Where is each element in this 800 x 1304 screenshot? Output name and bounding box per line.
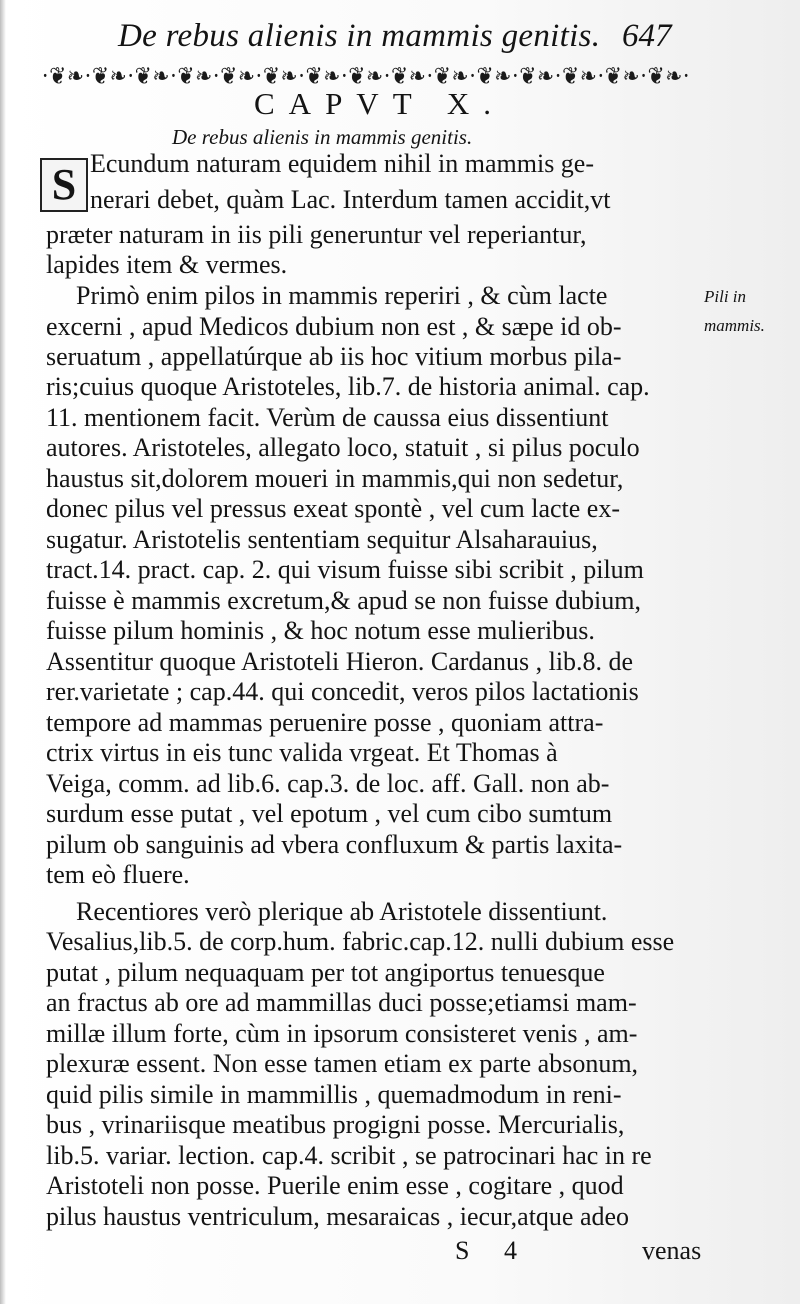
text-line: nerari debet, quàm Lac. Interdum tamen accidit,vt xyxy=(90,185,611,214)
text-line: autores. Aristoteles, allegato loco, statuit , si pilus poculo xyxy=(46,433,640,462)
text-line: putat , pilum nequaquam per tot angiportus tenuesque xyxy=(46,958,605,987)
text-line: ris;cuius quoque Aristoteles, lib.7. de historia animal. cap. xyxy=(46,372,650,401)
text-line: donec pilus vel pressus exeat spontè , vel cum lacte ex- xyxy=(46,494,620,523)
text-line: plexuræ essent. Non esse tamen etiam ex parte absonum, xyxy=(46,1049,639,1078)
text-line: millæ illum forte, cùm in ipsorum consisteret venis , am- xyxy=(46,1019,638,1048)
ornamental-border: ·❦❧·❦❧·❦❧·❦❧·❦❧·❦❧·❦❧·❦❧·❦❧·❦❧·❦❧·❦❧·❦❧·❦❧·❦❧· xyxy=(42,62,691,90)
spine-shadow xyxy=(0,0,6,1304)
text-line: Recentiores verò plerique ab Aristotele dissentiunt. xyxy=(76,897,608,926)
text-line: tract.14. pract. cap. 2. qui visum fuisse sibi scribit , pilum xyxy=(46,555,644,584)
text-line: haustus sit,dolorem moueri in mammis,qui non sedetur, xyxy=(46,464,624,493)
chapter-subtitle: De rebus alienis in mammis genitis. xyxy=(172,125,473,149)
margin-note: mammis. xyxy=(704,316,765,335)
text-line: an fractus ab ore ad mammillas duci posse;etiamsi mam- xyxy=(46,988,637,1017)
text-line: bus , vrinariisque meatibus progigni posse. Mercurialis, xyxy=(46,1110,625,1139)
text-line: seruatum , appellatúrque ab iis hoc vitium morbus pila- xyxy=(46,342,622,371)
text-line: Ecundum naturam equidem nihil in mammis ge- xyxy=(90,149,595,178)
signature-mark: S 4 xyxy=(455,1236,531,1265)
text-line: 11. mentionem facit. Verùm de caussa eius dissentiunt xyxy=(46,403,609,432)
text-line: surdum esse putat , vel epotum , vel cum cibo sumtum xyxy=(46,799,613,828)
margin-note: Pili in xyxy=(704,287,747,306)
text-line: tem eò fluere. xyxy=(46,860,190,889)
initial-letter: S xyxy=(51,160,77,209)
text-line: Primò enim pilos in mammis reperiri , & cùm lacte xyxy=(76,281,608,310)
catchword: venas xyxy=(642,1236,702,1265)
text-line: Vesalius,lib.5. de corp.hum. fabric.cap.12. nulli dubium esse xyxy=(46,927,675,956)
decorated-initial xyxy=(40,158,88,212)
text-line: sugatur. Aristotelis sententiam sequitur Alsaharauius, xyxy=(46,525,598,554)
text-line: tempore ad mammas peruenire posse , quoniam attra- xyxy=(46,708,604,737)
text-line: Assentitur quoque Aristoteli Hieron. Cardanus , lib.8. de xyxy=(46,647,634,676)
text-line: lib.5. variar. lection. cap.4. scribit , se patrocinari hac in re xyxy=(46,1141,652,1170)
page-number: 647 xyxy=(622,18,672,54)
text-line: excerni , apud Medicos dubium non est , & sæpe id ob- xyxy=(46,312,622,341)
text-line: præter naturam in iis pili generuntur vel reperiantur, xyxy=(46,220,587,249)
chapter-title: CAPVT X. xyxy=(254,86,505,121)
text-line: quid pilis simile in mammillis , quemadmodum in reni- xyxy=(46,1080,622,1109)
text-line: fuisse pilum hominis , & hoc notum esse mulieribus. xyxy=(46,616,595,645)
text-line: fuisse è mammis excretum,& apud se non fuisse dubium, xyxy=(46,586,642,615)
running-head: De rebus alienis in mammis genitis. xyxy=(118,18,601,54)
text-line: rer.varietate ; cap.44. qui concedit, veros pilos lactationis xyxy=(46,677,639,706)
text-line: ctrix virtus in eis tunc valida vrgeat. Et Thomas à xyxy=(46,738,558,767)
text-line: lapides item & vermes. xyxy=(46,250,288,279)
text-line: Aristoteli non posse. Puerile enim esse , cogitare , quod xyxy=(46,1171,624,1200)
text-line: pilus haustus ventriculum, mesaraicas , iecur,atque adeo xyxy=(46,1202,630,1231)
text-line: pilum ob sanguinis ad vbera confluxum & partis laxita- xyxy=(46,830,623,859)
text-line: Veiga, comm. ad lib.6. cap.3. de loc. aff. Gall. non ab- xyxy=(46,769,610,798)
